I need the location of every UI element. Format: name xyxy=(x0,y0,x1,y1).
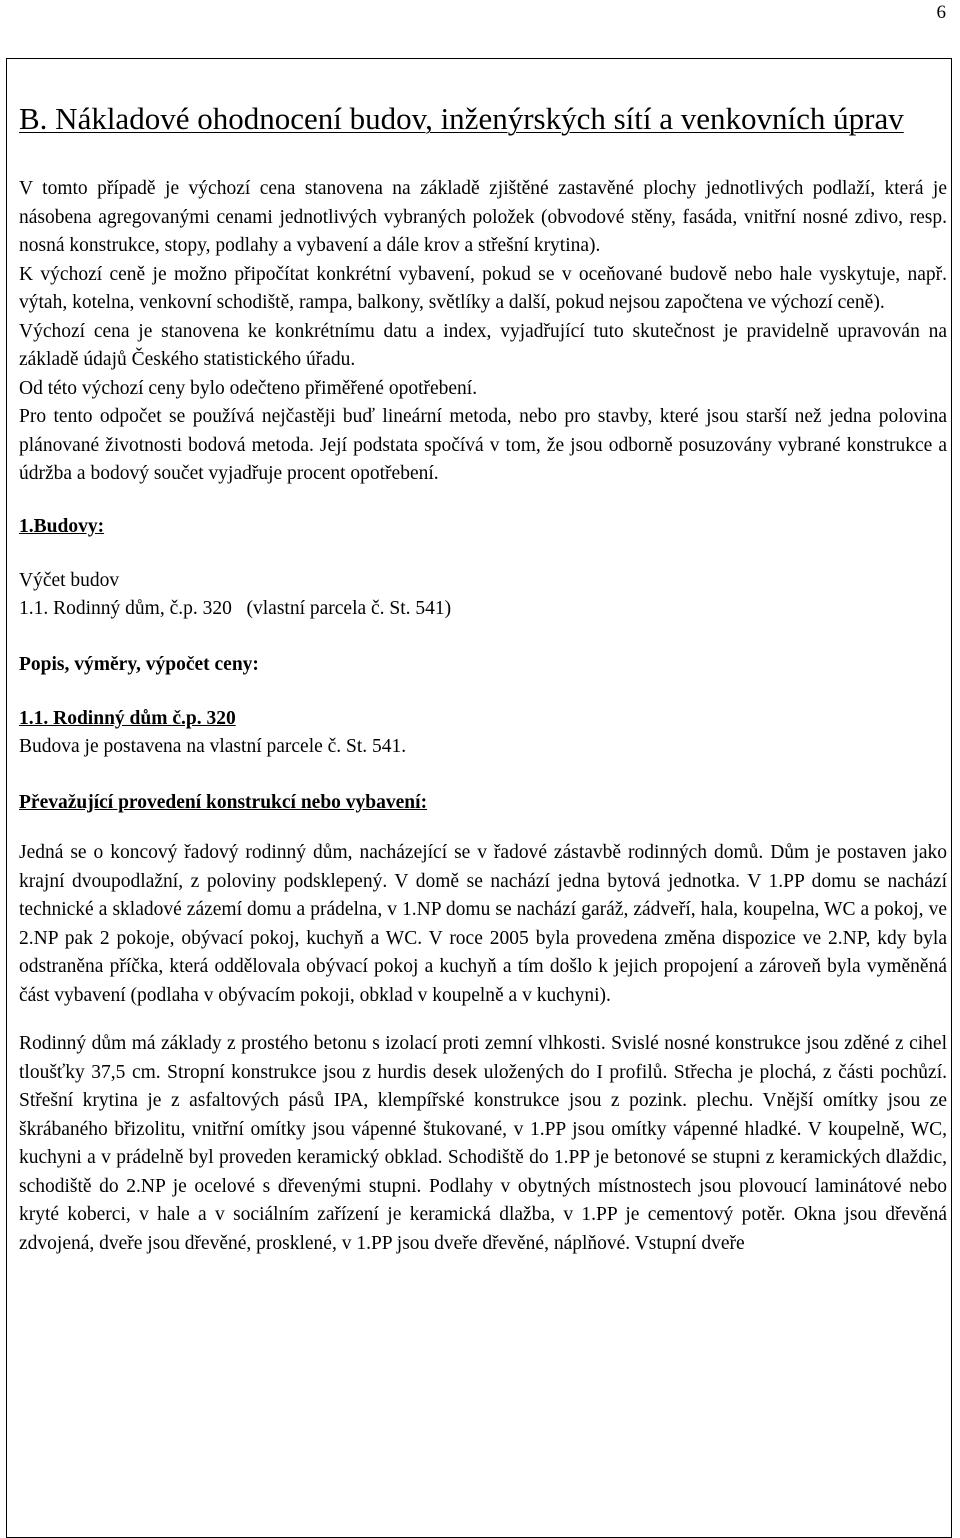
construction-heading: Převažující provedení konstrukcí nebo vybavení: xyxy=(19,792,428,813)
house-description-1: Jedná se o koncový řadový rodinný dům, nacházející se v řadové zástavbě rodinných domů. Dům je postaven jako krajní dvoupodlažní, z poloviny podsklepený. V domě se nachází jedna bytová jednotka. V 1.PP domu se nachází technické a skladové zázemí domu a prádelna, v 1.NP domu se nachází garáž, zádveří, hala, koupelna, WC a pokoj, ve 2.NP pak 2 pokoje, obývací pokoj, kuchyň a WC. V roce 2005 byla provedena změna dispozice ve 2.NP, kdy byla odstraněna příčka, která oddělovala obývací pokoj a kuchyň a tím došlo k jejich propojení a zároveň byla vyměněná část vybavení (podlaha v obývacím pokoji, obklad v koupelně a v kuchyni). xyxy=(19,842,947,1006)
popis-heading: Popis, výměry, výpočet ceny: xyxy=(19,653,259,675)
house-description-2: Rodinný dům má základy z prostého betonu s izolací proti zemní vlhkosti. Svislé nosné konstrukce jsou zděné z cihel tloušťky 37,5 cm. Stropní konstrukce jsou z hurdis desek uložených do I profilů. Střecha je plochá, z části pochůzí. Střešní krytina je z asfaltových pásů IPA, klempířské konstrukce jsou z pozink. plechu. Vnější omítky jsou ze škrábaného břizolitu, vnitřní omítky jsou vápenné štukované, v 1.PP jsou omítky vápenné hladké. V koupelně, WC, kuchyni a v prádelně byl proveden keramický obklad. Schodiště do 1.PP je betonové se stupni z keramických dlaždic, schodiště do 2.NP je ocelové s dřevenými stupni. Podlahy v obytných místnostech jsou plovoucí laminátové nebo kryté koberci, v hale a v sociálním zařízení je keramická dlažba, v 1.PP je cementový potěr. Okna jsou dřevěná zdvojená, dveře jsou dřevěné, prosklené, v 1.PP jsou dveře dřevěné, náplňové. Vstupní dveře xyxy=(19,1033,947,1254)
intro-paragraph-2: K výchozí ceně je možno připočítat konkrétní vybavení, pokud se v oceňované budově nebo hale vyskytuje, např. výtah, kotelna, venkovní schodiště, rampa, balkony, světlíky a další, pokud nejsou započtena ve výchozí ceně). xyxy=(19,263,947,313)
house-description-2-section xyxy=(19,1030,947,1258)
document-content xyxy=(19,98,947,1258)
building-list-title: Výčet budov xyxy=(19,569,120,591)
budovy-heading: 1.Budovy: xyxy=(19,515,105,537)
building-list-item: 1.1. Rodinný dům, č.p. 320 (vlastní parcela č. St. 541) xyxy=(19,598,452,619)
section-title: B. Nákladové ohodnocení budov, inženýrských sítí a venkovních úprav xyxy=(19,101,904,136)
intro-section xyxy=(19,175,947,489)
intro-paragraph-5: Pro tento odpočet se používá nejčastěji buď lineární metoda, nebo pro stavby, které jsou starší než jedna polovina plánované životnosti bodová metoda. Její podstata spočívá v tom, že jsou odborně posuzovány vybrané konstrukce a údržba a bodový součet vyjadřuje procent opotřebení. xyxy=(19,406,947,484)
house-description-1-section xyxy=(19,839,947,1010)
intro-paragraph-4: Od této výchozí ceny bylo odečteno přiměřené opotřebení. xyxy=(19,377,478,399)
house-location: Budova je postavena na vlastní parcele č. St. 541. xyxy=(19,735,407,757)
building-list xyxy=(19,567,947,624)
page-number: 6 xyxy=(936,2,946,23)
intro-paragraph-3: Výchozí cena je stanovena ke konkrétnímu datu a index, vyjadřující tuto skutečnost je pravidelně upravován na základě údajů Českého statistického úřadu. xyxy=(19,320,947,370)
house-heading: 1.1. Rodinný dům č.p. 320 xyxy=(19,707,236,729)
intro-paragraph-1: V tomto případě je výchozí cena stanovena na základě zjištěné zastavěné plochy jednotlivých podlaží, která je násobena agregovanými cenami jednotlivých vybraných položek (obvodové stěny, fasáda, vnitřní nosné zdivo, resp. nosná konstrukce, stopy, podlahy a vybavení a dále krov a střešní krytina). xyxy=(19,178,947,256)
